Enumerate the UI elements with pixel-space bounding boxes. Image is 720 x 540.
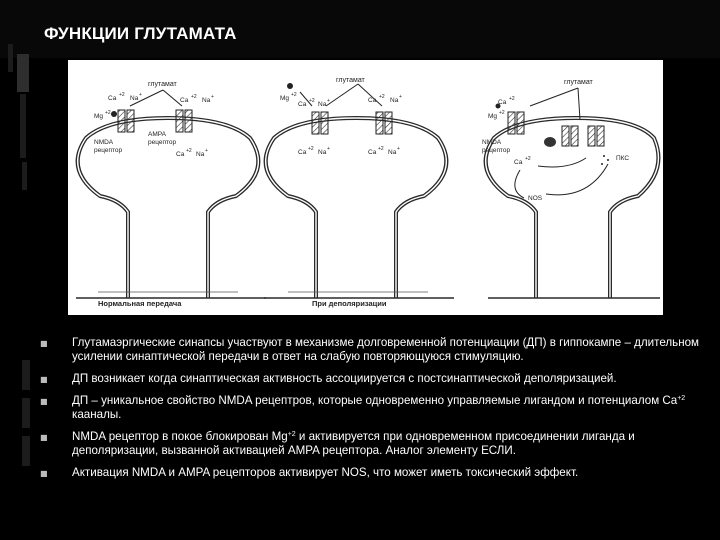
- bullet-marker: ■: [40, 433, 48, 442]
- svg-text:+: +: [211, 94, 214, 100]
- neuron-3-nmda-label: NMDA: [482, 139, 502, 146]
- neuron-2-na-in-1: Na: [318, 101, 327, 108]
- neuron-1-nmda-label: NMDA: [94, 139, 114, 146]
- neuron-1-diagram: [76, 81, 266, 308]
- bullet-marker: ■: [40, 375, 48, 384]
- svg-text:+2: +2: [378, 146, 384, 152]
- neuron-3-ampa-receptor: [562, 126, 604, 146]
- svg-text:+: +: [205, 148, 208, 154]
- bullet-text-part: кааналы.: [72, 408, 122, 421]
- neuron-3-nmda-receptor-label: рецептор: [482, 147, 511, 154]
- svg-text:+2: +2: [309, 98, 315, 104]
- bullet-item: [40, 466, 700, 480]
- neuron-3-ca-out: Ca: [514, 159, 523, 166]
- neuron-1-nmda-receptor-label: рецептор: [94, 147, 123, 154]
- neuron-1-caption: Нормальная передача: [98, 299, 182, 308]
- bullet-text-part: ДП – уникальное свойство NMDA рецептров, которые одновременно управляемые лигандом и потенциалом Ca: [72, 394, 678, 407]
- bullet-marker: ■: [40, 339, 48, 348]
- svg-text:+2: +2: [308, 146, 314, 152]
- synapse-figure: [68, 60, 663, 315]
- svg-text:+: +: [139, 92, 142, 98]
- decor-block-7: [22, 436, 30, 466]
- bullet-item: [40, 394, 700, 422]
- decor-block-1: [8, 44, 13, 72]
- neuron-2-diagram: [264, 77, 454, 308]
- neuron-2-na-out-2: Na: [388, 149, 397, 156]
- neuron-2-mg-label: Mg: [280, 95, 290, 102]
- svg-text:+2: +2: [191, 94, 197, 100]
- neuron-1-na-in-2: Na: [202, 97, 211, 104]
- svg-text:+2: +2: [509, 96, 515, 102]
- svg-text:+2: +2: [379, 94, 385, 100]
- neuron-3-nos-label: NOS: [528, 195, 543, 202]
- neuron-1-na-in-1: Na: [130, 95, 139, 102]
- neuron-2-ca-out-1: Ca: [298, 149, 307, 156]
- neuron-1-ampa-label: AMPA: [148, 131, 166, 138]
- neuron-3-mg-label: Mg: [488, 113, 498, 120]
- neuron-2-ca-in-2: Ca: [368, 97, 377, 104]
- svg-text:+: +: [399, 94, 402, 100]
- bullet-item: [40, 336, 700, 364]
- neuron-1-mg-label: Mg: [94, 113, 104, 120]
- decor-block-2: [17, 54, 29, 92]
- neuron-2-caption: При деполяризации: [312, 299, 387, 308]
- neuron-1-mg-block: [111, 111, 117, 117]
- bullet-item: [40, 430, 700, 458]
- neuron-3-diagram: [482, 79, 660, 298]
- svg-text:+: +: [327, 146, 330, 152]
- slide-title: ФУНКЦИИ ГЛУТАМАТА: [44, 24, 237, 43]
- neuron-1-ampa-receptor-label: рецептор: [148, 139, 177, 146]
- svg-text:+2: +2: [499, 110, 505, 116]
- superscript: +2: [677, 395, 686, 402]
- neuron-2-na-out-1: Na: [318, 149, 327, 156]
- neuron-1-ca-in-2: Ca: [180, 97, 189, 104]
- svg-text:+2: +2: [186, 148, 192, 154]
- neuron-3-nmda-receptor: [508, 112, 524, 134]
- neuron-1-nmda-receptor: [111, 110, 134, 132]
- svg-text:+: +: [397, 146, 400, 152]
- bullet-text: Глутамаэргические синапсы участвуют в механизме долговременной потенциации (ДП) в гиппокампе – длительном усилении синаптической передачи в ответ на слабую повторяющуюся стимуляцию.: [72, 336, 700, 363]
- neuron-3-vesicle: [544, 137, 556, 147]
- neuron-2-nmda-receptor: [312, 112, 328, 134]
- neuron-2-ca-out-2: Ca: [368, 149, 377, 156]
- neuron-1-ca-out: Ca: [176, 151, 185, 158]
- neuron-2-na-in-2: Na: [390, 97, 399, 104]
- neuron-1-ca-in-1: Ca: [108, 95, 117, 102]
- bullet-text: Активация NMDA и AMPA рецепторов активирует NOS, что может иметь токсический эффект.: [72, 466, 579, 479]
- neuron-2-mg-ion: [287, 83, 293, 89]
- bullet-list: [40, 336, 700, 488]
- svg-text:+2: +2: [291, 92, 297, 98]
- svg-text:+2: +2: [525, 156, 531, 162]
- bullet-marker: ■: [40, 397, 48, 406]
- neuron-1-ampa-receptor: [176, 110, 192, 132]
- neuron-2-glutamate-label: глутамат: [336, 77, 365, 84]
- bullet-text: ДП возникает когда синаптическая активность ассоциируется с постсинаптической деполяризацией.: [72, 372, 617, 385]
- neuron-2-membrane: [266, 118, 447, 298]
- bullet-text-part: и активируется при одновременном присоединении лиганда и деполяризации, вызванной активацией AMPA рецептора. Аналог элементу ЕСЛИ.: [72, 430, 635, 457]
- neuron-3-pkc-label: ПКС: [616, 155, 630, 162]
- bullet-item: [40, 372, 700, 386]
- neuron-3-glutamate-label: глутамат: [564, 79, 593, 86]
- svg-text:+2: +2: [119, 92, 125, 98]
- neuron-2-ca-in-1: Ca: [298, 101, 307, 108]
- bullet-marker: ■: [40, 469, 48, 478]
- svg-text:+2: +2: [105, 110, 111, 116]
- decor-block-5: [22, 360, 30, 390]
- neuron-3-ca-in: Ca: [498, 99, 507, 106]
- neuron-1-na-out: Na: [196, 151, 205, 158]
- decor-block-4: [22, 162, 27, 190]
- decor-block-6: [22, 398, 30, 428]
- svg-text:+: +: [327, 98, 330, 104]
- superscript: +2: [287, 431, 296, 438]
- neuron-1-glutamate-label: глутамат: [148, 81, 177, 88]
- decor-block-3: [20, 94, 26, 158]
- neuron-2-ampa-receptor: [376, 112, 392, 134]
- bullet-text-part: NMDA рецептор в покое блокирован Mg: [72, 430, 288, 443]
